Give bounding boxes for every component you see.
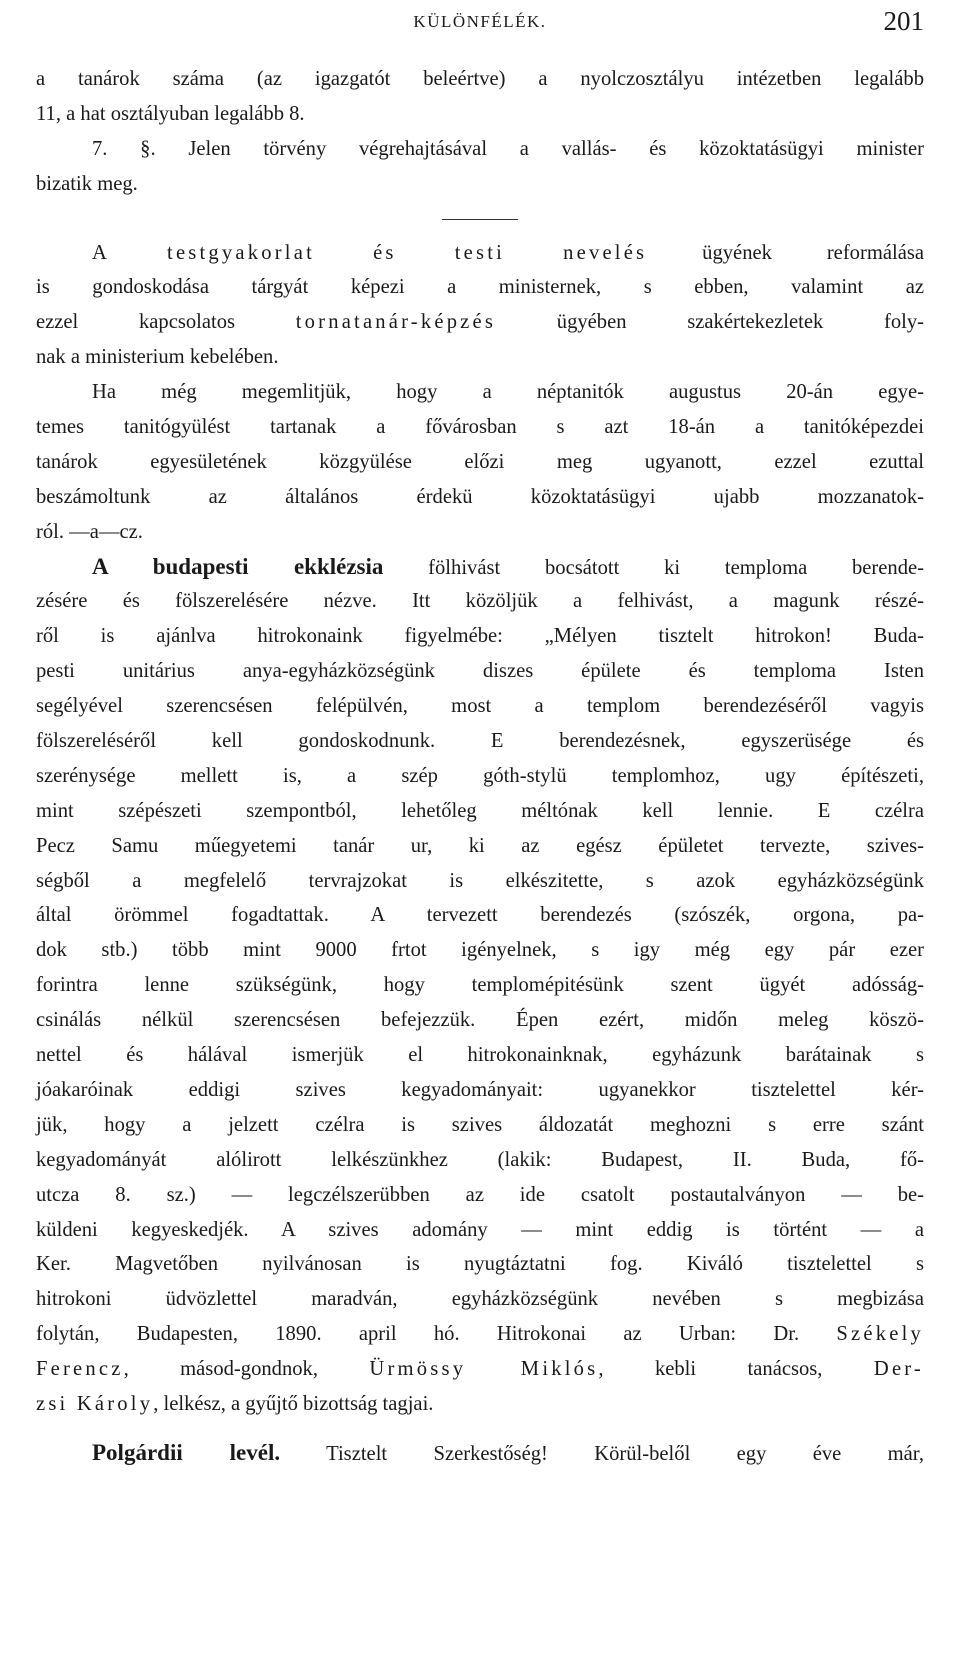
text-line: jóakaróinak eddigi szives kegyadományait: ugyanekkor tisztelettel kér-	[36, 1078, 924, 1101]
text-line: tanárok egyesületének közgyülése előzi meg ugyanott, ezzel ezuttal	[36, 450, 924, 473]
text-run: , lelkész, a gyűjtő bizottság tagjai.	[153, 1392, 434, 1415]
text-line: 11, a hat osztályuban legalább 8.	[36, 102, 305, 125]
text-line: ségből a megfelelő tervrajzokat is elkészitette, s azok egyházközségünk	[36, 869, 924, 892]
text-line: Ker. Magvetőben nyilvánosan is nyugtáztatni fog. Kiváló tisztelettel s	[36, 1253, 924, 1276]
text-line: a tanárok száma (az igazgatót beleértve) a nyolczosztályu intézetben legalább	[36, 68, 924, 90]
text-line: Ha még megemlitjük, hogy a néptanitók augustus 20-án egye-	[92, 381, 924, 404]
text-line	[36, 236, 924, 271]
text-run: , kebli tanácsos,	[598, 1358, 874, 1381]
page-header	[36, 6, 924, 38]
text-line: hitrokoni üdvözlettel maradván, egyházközségünk nevében s megbizása	[36, 1288, 924, 1311]
page-body	[36, 62, 924, 1471]
text-line	[36, 550, 924, 585]
text-line: forintra lenne szükségünk, hogy templomépitésünk szent ügyét adósság-	[36, 974, 924, 997]
text-run: fölhivást bocsátott ki temploma berende-	[383, 556, 925, 579]
text-line: nettel és hálával ismerjük el hitrokonainknak, egyházunk barátainak s	[36, 1044, 924, 1067]
section-gymnastics	[36, 236, 924, 376]
section-budapest-church	[36, 550, 924, 1422]
paragraph-gap	[36, 1422, 924, 1436]
section-polgardi-letter	[36, 1436, 924, 1471]
text-line: nak a ministerium kebelében.	[36, 346, 279, 369]
text-line: fölszereléséről kell gondoskodnunk. E berendezésnek, egyszerüsége és	[36, 730, 924, 753]
text-line: Pecz Samu műegyetemi tanár ur, ki az egész épületet tervezte, szives-	[36, 834, 924, 857]
signatory-name: Der-	[873, 1358, 924, 1381]
text-run: Tisztelt Szerkestőség! Körül-belől egy éve már,	[280, 1442, 924, 1465]
text-line: is gondoskodása tárgyát képezi a ministernek, s ebben, valamint az	[36, 276, 924, 299]
text-line: beszámoltunk az általános érdekü közoktatásügyi ujabb mozzanatok-	[36, 485, 924, 508]
text-line: bizatik meg.	[36, 172, 138, 195]
text-line	[36, 305, 924, 340]
text-line	[36, 1436, 924, 1471]
text-line	[36, 1317, 924, 1352]
signatory-name: Ürmössy Miklós	[369, 1358, 599, 1381]
text-line	[36, 1352, 924, 1387]
text-line: küldeni kegyeskedjék. A szives adomány — mint eddig is történt — a	[36, 1218, 924, 1241]
text-line: által örömmel fogadtattak. A tervezett berendezés (szószék, orgona, pa-	[36, 904, 924, 927]
text-line: utcza 8. sz.) — legczélszerübben az ide csatolt postautalványon — be-	[36, 1183, 924, 1206]
section-lead: Polgárdii levél.	[92, 1439, 281, 1465]
text-line: temes tanitógyülést tartanak a fővárosban s azt 18-án a tanitóképezdei	[36, 416, 924, 439]
text-line: csinálás nélkül szerencsésen befejezzük. Épen ezért, midőn meleg köszö-	[36, 1009, 924, 1032]
signatory-name: zsi Károly	[36, 1392, 154, 1415]
running-head: KÜLÖNFÉLÉK.	[413, 12, 547, 31]
text-line: segélyével szerencsésen felépülvén, most a templom berendezéséről vagyis	[36, 695, 924, 718]
text-line: szerénysége mellett is, a szép góth-stylü templomhoz, ugy építészeti,	[36, 764, 924, 787]
signatory-name: Székely	[836, 1323, 924, 1346]
text-run: folytán, Budapesten, 1890. april hó. Hitrokonai az Urban: Dr.	[36, 1323, 837, 1346]
section-law-text	[36, 62, 924, 202]
section-divider	[442, 219, 518, 220]
section-lead: A budapesti ekklézsia	[92, 553, 384, 579]
section-teachers-meeting	[36, 375, 924, 549]
spaced-phrase: tornatanár-képzés	[295, 311, 497, 334]
spaced-phrase: A testgyakorlat és testi nevelés	[92, 241, 648, 264]
signatory-name: Ferencz	[36, 1358, 124, 1381]
text-line: mint szépészeti szempontból, lehetőleg méltónak kell lennie. E czélra	[36, 799, 924, 822]
page-number: 201	[883, 6, 924, 36]
text-line: ról. —a—cz.	[36, 520, 143, 543]
text-line: jük, hogy a jelzett czélra is szives áldozatát meghozni s erre szánt	[36, 1113, 924, 1136]
text-run: ügyének reformálása	[647, 241, 925, 264]
text-run: , másod-gondnok,	[123, 1358, 370, 1381]
text-run: ügyében szakértekezletek foly-	[496, 311, 924, 334]
text-line: ről is ajánlva hitrokonaink figyelmébe: „Mélyen tisztelt hitrokon! Buda-	[36, 625, 924, 648]
text-line: dok stb.) több mint 9000 frtot igényelnek, s igy még egy pár ezer	[36, 939, 924, 962]
text-line: kegyadományát alólirott lelkészünkhez (lakik: Budapest, II. Buda, fő-	[36, 1148, 924, 1171]
text-line: zésére és fölszerelésére nézve. Itt közöljük a felhivást, a magunk részé-	[36, 590, 924, 613]
text-line: 7. §. Jelen törvény végrehajtásával a vallás- és közoktatásügyi minister	[92, 137, 924, 160]
text-line: pesti unitárius anya-egyházközségünk diszes épülete és temploma Isten	[36, 660, 924, 683]
text-line	[36, 1387, 924, 1422]
text-run: ezzel kapcsolatos	[36, 311, 296, 334]
